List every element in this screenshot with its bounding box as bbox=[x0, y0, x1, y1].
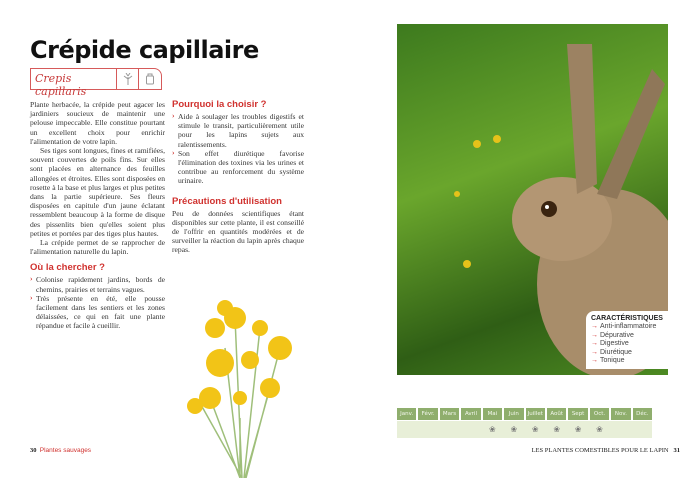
flower-icon: ❀ bbox=[510, 425, 518, 434]
characteristic-item: → Digestive bbox=[591, 340, 629, 348]
month-cell: Janv. bbox=[397, 408, 416, 420]
flower-icon: ❀ bbox=[553, 425, 561, 434]
precautions-heading: Précautions d'utilisation bbox=[172, 195, 282, 207]
month-cell: Mars bbox=[440, 408, 459, 420]
latin-name: Crepis capillaris bbox=[31, 69, 117, 89]
where-section bbox=[30, 262, 165, 330]
intro-paragraph: Ses tiges sont longues, fines et ramifiées, souvent couvertes de poils fins. Sur elles sont placées en alternance des feuilles allongées et étroites. Elles sont disposées en rosette à la base et plus larges et plus petites dans la partie supérieure. Ses fleurs disposées en capitule d'un jaune éclatant ressemblent beaucoup à la forme de disque des pissenlits bien qu'elles soient plus petites et portées par des tiges plus hautes. bbox=[30, 146, 165, 238]
month-cell: Sept bbox=[568, 408, 587, 420]
month-cell: Juillet bbox=[526, 408, 545, 420]
list-item: › Très présente en été, elle pousse facilement dans les sentiers et les zones délaissées, ce qui en fait une plante répandue et facile à cueillir. bbox=[30, 294, 165, 331]
footer-left bbox=[30, 447, 91, 454]
characteristic-item: → Dépurative bbox=[591, 331, 634, 339]
flower-icon: ❀ bbox=[574, 425, 582, 434]
flower-icon: ❀ bbox=[596, 425, 603, 434]
book-title: LES PLANTES COMESTIBLES POUR LE LAPIN bbox=[531, 447, 669, 454]
dandelion-flowers-illustration bbox=[180, 288, 315, 478]
intro-paragraph: Plante herbacée, la crépide peut agacer les jardiniers soucieux de maintenir une pelouse impeccable. Elle constitue pourtant un excellent choix pour enrichir l'alimentation de votre lapin. bbox=[30, 100, 165, 146]
characteristic-item: → Anti-inflammatoire bbox=[591, 323, 657, 330]
list-item: › Son effet diurétique favorise l'élimination des toxines via les urines et contribue au renforcement du système urinaire. bbox=[172, 149, 304, 186]
section-name: Plantes sauvages bbox=[39, 447, 92, 454]
empty-cell bbox=[611, 421, 630, 438]
jar-icon bbox=[139, 69, 161, 89]
month-cell: Août bbox=[547, 408, 566, 420]
footer-right bbox=[532, 447, 680, 454]
page-number: 31 bbox=[673, 447, 680, 454]
intro-text bbox=[30, 100, 165, 256]
characteristic-item: → Diurétique bbox=[591, 348, 632, 356]
why-section bbox=[172, 99, 304, 255]
plant-icon bbox=[117, 69, 139, 89]
characteristic-item: → Tonique bbox=[591, 357, 625, 365]
intro-paragraph: La crépide permet de se rapprocher de l'alimentation naturelle du lapin. bbox=[30, 238, 165, 257]
empty-cell bbox=[461, 421, 480, 438]
list-item: › Aide à soulager les troubles digestifs et stimule le transit, particulièrement utile pour les lapins sujets aux ralentissements. bbox=[172, 112, 304, 149]
month-cell: Avril bbox=[461, 408, 480, 420]
month-cell: Oct. bbox=[590, 408, 609, 420]
list-item: › Colonise rapidement jardins, bords de chemins, prairies et terrains vagues. bbox=[30, 275, 165, 293]
precautions-text: Peu de données scientifiques étant disponibles sur cette plante, il est conseillé de l'offrir en quantités modérées et de surveiller la réaction du lapin après chaque repas. bbox=[172, 208, 304, 255]
left-column bbox=[30, 100, 165, 331]
empty-cell bbox=[633, 421, 652, 438]
empty-cell bbox=[397, 421, 416, 438]
why-heading: Pourquoi la choisir ? bbox=[172, 99, 267, 110]
month-cell: Févr. bbox=[418, 408, 437, 420]
month-cell: Mai bbox=[483, 408, 502, 420]
month-cell: Nov. bbox=[611, 408, 630, 420]
page-number: 30 bbox=[30, 447, 37, 454]
page-title: Crépide capillaire bbox=[30, 36, 259, 64]
month-cell: Juin bbox=[504, 408, 523, 420]
flower-icon: ❀ bbox=[531, 425, 539, 434]
empty-cell bbox=[440, 421, 459, 438]
latin-name-box bbox=[30, 68, 162, 98]
characteristics-heading: CARACTÉRISTIQUES bbox=[591, 315, 663, 322]
empty-cell bbox=[418, 421, 437, 438]
where-heading: Où la chercher ? bbox=[30, 262, 105, 274]
characteristics-box bbox=[586, 311, 668, 369]
flowering-calendar bbox=[397, 408, 652, 438]
month-cell: Déc. bbox=[633, 408, 652, 420]
flower-icon: ❀ bbox=[489, 425, 496, 434]
